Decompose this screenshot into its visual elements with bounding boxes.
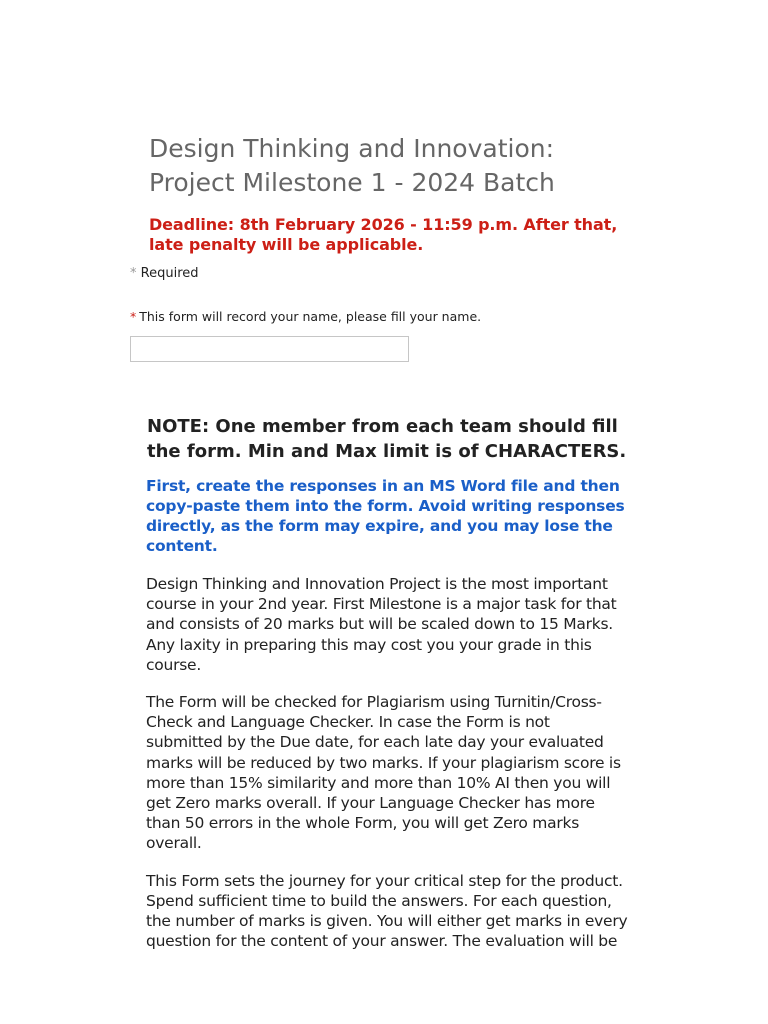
note-heading: NOTE: One member from each team should fill the form. Min and Max limit is of CHARACTERS. bbox=[147, 416, 627, 462]
name-question-label bbox=[130, 308, 481, 326]
required-star: * bbox=[130, 309, 137, 324]
description-paragraph-3: This Form sets the journey for your critical step for the product. Spend sufficient time to build the answers. For each question, the number of marks is given. You will either get marks in every question for the content of your answer. The evaluation will be bbox=[146, 871, 628, 951]
required-legend-label: Required bbox=[140, 266, 199, 281]
form-title-line-1: Design Thinking and Innovation: bbox=[149, 134, 555, 163]
required-legend-star: * bbox=[130, 266, 137, 281]
required-legend bbox=[130, 267, 199, 281]
deadline-notice: Deadline: 8th February 2026 - 11:59 p.m. After that, late penalty will be applicable. bbox=[149, 215, 618, 254]
form-title bbox=[149, 132, 629, 200]
form-title-line-2: Project Milestone 1 - 2024 Batch bbox=[149, 168, 555, 197]
description-paragraph-2: The Form will be checked for Plagiarism using Turnitin/Cross-Check and Language Checker. In case the Form is not submitted by the Due date, for each late day your evaluated marks will be reduced by two marks. If your plagiarism score is more than 15% similarity and more than 10% AI then you will get Zero marks overall. If your Language Checker has more than 50 errors in the whole Form, you will get Zero marks overall. bbox=[146, 693, 621, 853]
description-paragraph-1: Design Thinking and Innovation Project is the most important course in your 2nd year. First Milestone is a major task for that and consists of 20 marks but will be scaled down to 15 Marks. Any laxity in preparing this may cost you your grade in this course. bbox=[146, 575, 617, 674]
form-description bbox=[146, 414, 628, 951]
name-input[interactable] bbox=[130, 336, 409, 362]
name-question-text: This form will record your name, please fill your name. bbox=[139, 309, 482, 324]
word-file-instruction: First, create the responses in an MS Word file and then copy-paste them into the form. Avoid writing responses directly, as the form may expire, and you may lose the content. bbox=[146, 477, 625, 555]
